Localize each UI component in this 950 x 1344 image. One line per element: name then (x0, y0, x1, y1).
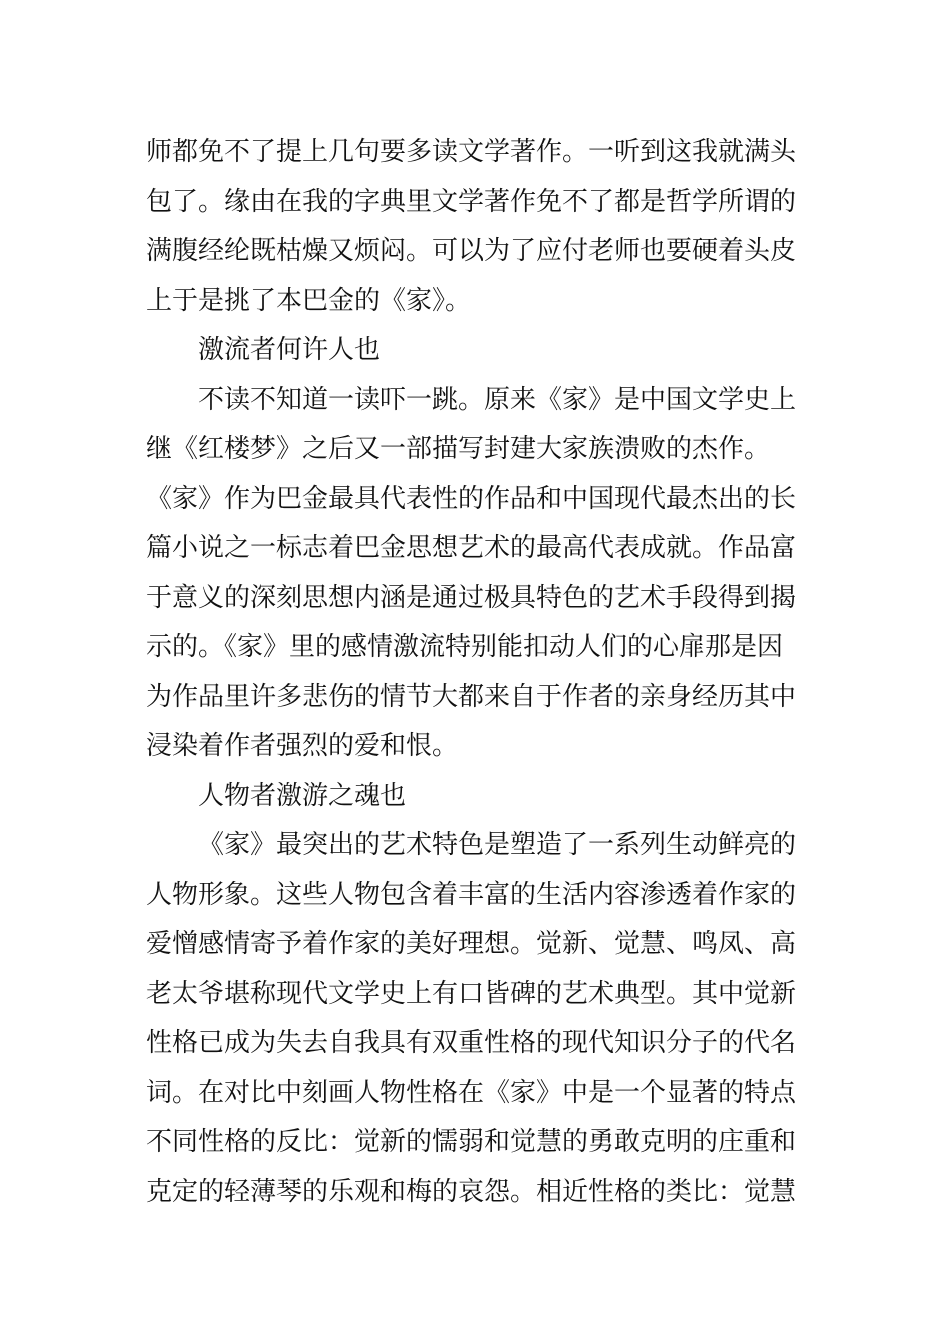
text-line: 包了。缘由在我的字典里文学著作免不了都是哲学所谓的 (146, 186, 797, 217)
text-line: 《家》作为巴金最具代表性的作品和中国现代最杰出的长 (146, 483, 797, 514)
text-line: 性格已成为失去自我具有双重性格的现代知识分子的代名 (146, 1028, 797, 1058)
text-line: 克定的轻薄琴的乐观和梅的哀怨。相近性格的类比：觉慧 (146, 1176, 797, 1207)
text-line: 爱憎感情寄予着作家的美好理想。觉新、觉慧、鸣凤、高 (146, 929, 797, 959)
paragraph-first-line: 不读不知道一读吓一跳。原来《家》是中国文学史上 (198, 384, 797, 415)
text-line: 继《红楼梦》之后又一部描写封建大家族溃败的杰作。 (146, 434, 771, 464)
body-text (146, 128, 806, 1217)
text-line: 词。在对比中刻画人物性格在《家》中是一个显著的特点 (146, 1077, 797, 1108)
text-line: 为作品里许多悲伤的情节大都来自于作者的亲身经历其中 (146, 681, 797, 712)
text-line: 不同性格的反比：觉新的懦弱和觉慧的勇敢克明的庄重和 (146, 1127, 797, 1157)
text-line: 师都免不了提上几句要多读文学著作。一听到这我就满头 (146, 137, 797, 167)
text-line: 示的。《家》里的感情激流特别能扣动人们的心扉那是因 (146, 632, 784, 662)
text-line: 上于是挑了本巴金的《家》。 (146, 285, 472, 316)
text-line: 满腹经纶既枯燥又烦闷。可以为了应付老师也要硬着头皮 (146, 236, 797, 266)
text-line: 老太爷堪称现代文学史上有口皆碑的艺术典型。其中觉新 (146, 978, 797, 1009)
text-line: 人物形象。这些人物包含着丰富的生活内容渗透着作家的 (146, 879, 797, 910)
section-heading: 人物者激游之魂也 (198, 780, 407, 811)
text-line: 篇小说之一标志着巴金思想艺术的最高代表成就。作品富 (146, 533, 797, 563)
text-line: 于意义的深刻思想内涵是通过极具特色的艺术手段得到揭 (146, 582, 797, 613)
text-line: 浸染着作者强烈的爱和恨。 (146, 731, 459, 761)
section-heading: 激流者何许人也 (198, 335, 381, 365)
paragraph-first-line: 《家》最突出的艺术特色是塑造了一系列生动鲜亮的 (198, 830, 797, 860)
